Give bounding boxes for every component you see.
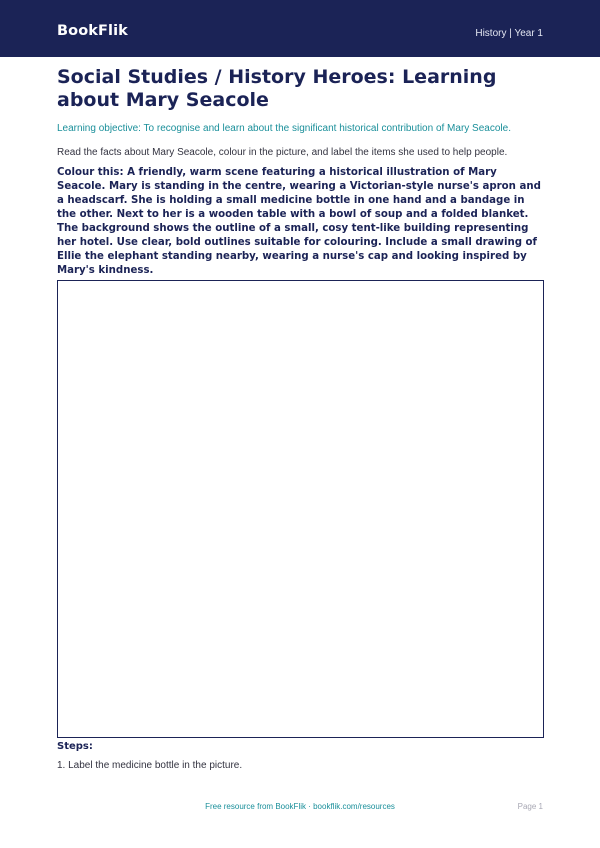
page-number: Page 1 [517,802,543,811]
brand-logo[interactable]: BookFlik [57,23,128,39]
step-item: 1. Label the medicine bottle in the picture. [57,760,243,771]
learning-objective: Learning objective: To recognise and learn about the significant historical contribution of Mary Seacole. [57,123,511,134]
colour-prompt: Colour this: A friendly, warm scene featuring a historical illustration of Mary Seacole. Mary is standing in the centre, wearing a Victorian-style nurse's apron and a headscarf. She is holding a small medicine bottle in one hand and a bandage in the other. Next to her is a wooden table with a bowl of soup and a folded blanket. The background shows the outline of a small, cosy tent-like building representing her hotel. Use clear, bold outlines suitable for colouring. Include a small drawing of Ellie the elephant standing nearby, wearing a nurse's cap and looking inspired by Mary's kindness. [57,167,541,276]
footer-link[interactable]: Free resource from BookFlik · bookflik.com/resources [205,802,395,811]
subject-year-label: History | Year 1 [475,28,543,39]
worksheet-title: Social Studies / History Heroes: Learning about Mary Seacole [57,66,497,111]
page-header [0,0,600,57]
colouring-area[interactable] [57,280,544,738]
steps-heading: Steps: [57,741,93,752]
worksheet-instructions: Read the facts about Mary Seacole, colour in the picture, and label the items she used to help people. [57,147,508,158]
